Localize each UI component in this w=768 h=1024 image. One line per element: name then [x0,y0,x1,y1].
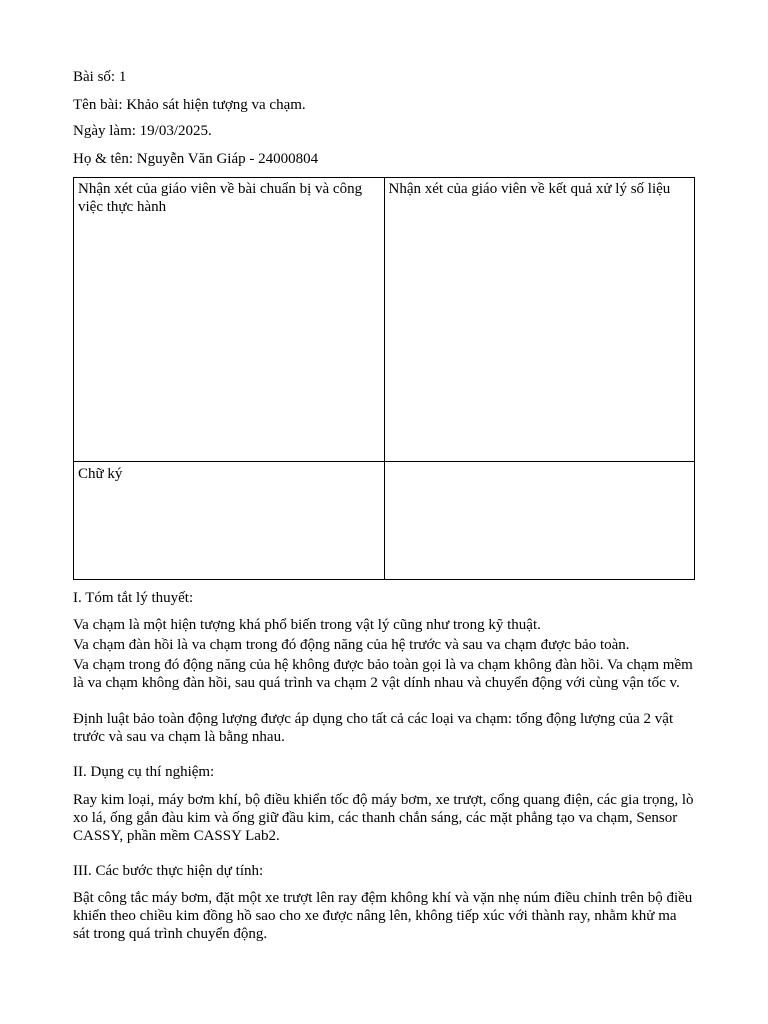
prep-comment-cell: Nhận xét của giáo viên về bài chuẩn bị và công việc thực hành [74,178,385,462]
theory-paragraph: Va chạm đàn hồi là va chạm trong đó động năng của hệ trước và sau va chạm được bảo toàn. [73,637,630,653]
steps-paragraph: Bật công tắc máy bơm, đặt một xe trượt lên ray đệm không khí và vặn nhẹ núm điều chỉnh trên bộ điều khiển theo chiều kim đồng hồ sao cho xe được nâng lên, không tiếp xúc với thành ray, nhằm khử ma sát trong quá trình chuyển động. [73,890,693,942]
theory-paragraph: Va chạm trong đó động năng của hệ không được bảo toàn gọi là va chạm không đàn hồi. Va chạm mềm là va chạm không đàn hồi, sau quá trình va chạm 2 vật dính nhau và chuyển động với cùng vận tốc v. [73,657,693,691]
exercise-number: Bài số: 1 [73,69,127,85]
section-theory-heading: I. Tóm tắt lý thuyết: [73,590,194,606]
signature-cell: Chữ ký [74,462,385,580]
section-steps-heading: III. Các bước thực hiện dự tính: [73,863,264,879]
theory-paragraph: Định luật bảo toàn động lượng được áp dụng cho tất cả các loại va chạm: tổng động lượng của 2 vật trước và sau va chạm là bằng nhau. [73,711,674,745]
theory-paragraph: Va chạm là một hiện tượng khá phổ biến trong vật lý cũng như trong kỹ thuật. [73,617,541,633]
section-equipment-heading: II. Dụng cụ thí nghiệm: [73,764,215,780]
exercise-title: Tên bài: Khảo sát hiện tượng va chạm. [73,97,306,113]
empty-signature-cell [384,462,695,580]
teacher-comment-table [73,177,695,580]
student-name: Họ & tên: Nguyễn Văn Giáp - 24000804 [73,151,319,167]
work-date: Ngày làm: 19/03/2025. [73,123,212,139]
result-comment-cell: Nhận xét của giáo viên về kết quả xử lý số liệu [384,178,695,462]
equipment-paragraph: Ray kim loại, máy bơm khí, bộ điều khiển tốc độ máy bơm, xe trượt, cổng quang điện, các gia trọng, lò xo lá, ống gắn đàu kim và ống giữ đầu kim, các thanh chắn sáng, các mặt phẳng tạo va chạm, Sensor CASSY, phần mềm CASSY Lab2. [73,792,694,844]
